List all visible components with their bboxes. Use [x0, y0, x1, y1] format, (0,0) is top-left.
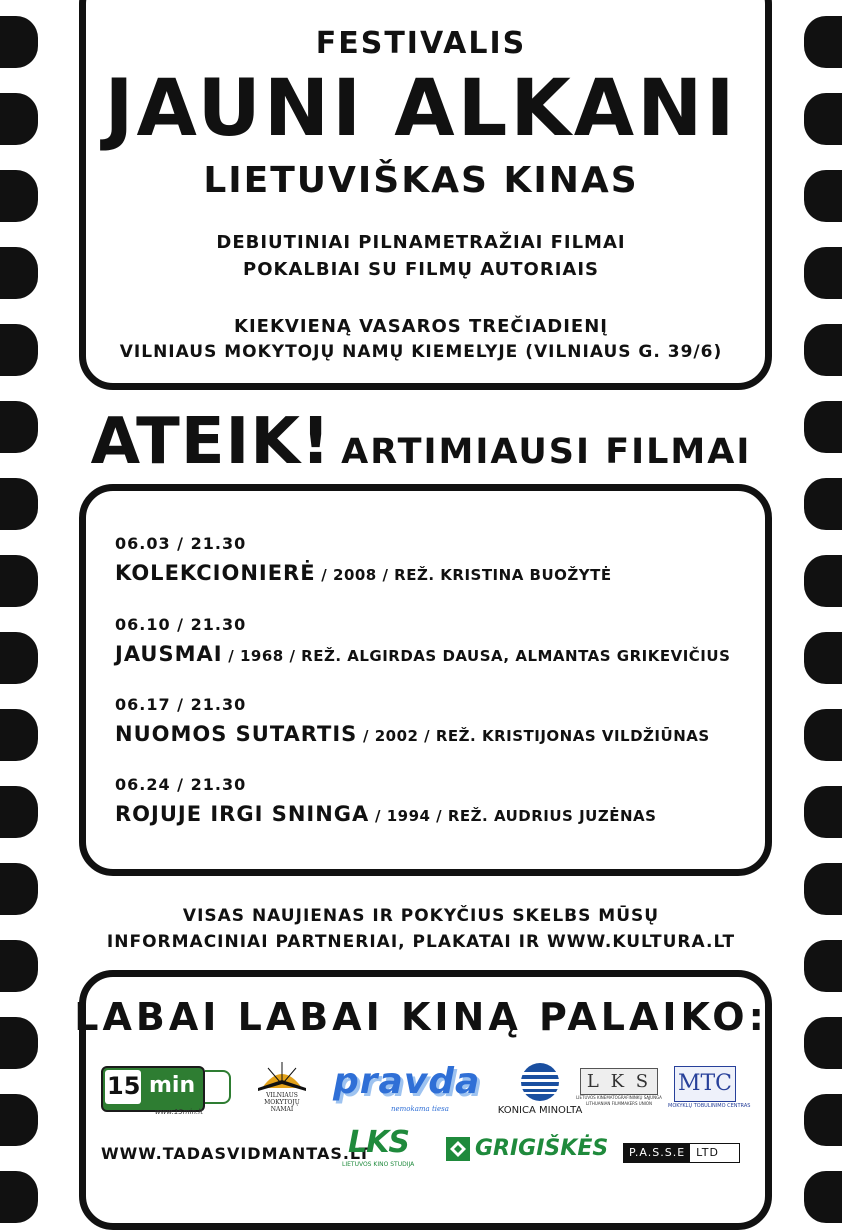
screening-datetime: 06.24 / 21.30 — [115, 775, 247, 794]
film-title: KOLEKCIONIERĖ — [115, 561, 316, 585]
film-title: ROJUJE IRGI SNINGA — [115, 802, 370, 826]
perforation-hole — [0, 709, 38, 761]
perforation-hole — [0, 478, 38, 530]
perforation-hole — [0, 786, 38, 838]
ateik-word: ATEIK! — [90, 405, 332, 479]
logo-pravda — [331, 1059, 481, 1119]
screening-datetime: 06.03 / 21.30 — [115, 534, 247, 553]
logo-lks-studija — [342, 1125, 432, 1170]
film-details: / 2008 / REŽ. KRISTINA BUOŽYTĖ — [315, 566, 612, 584]
screening-datetime: 06.10 / 21.30 — [115, 615, 247, 634]
min15-word: min — [149, 1073, 196, 1098]
konica-globe-icon — [520, 1062, 560, 1102]
pravda-name: pravda — [333, 1061, 481, 1102]
screening-item — [115, 695, 710, 746]
perforation-hole — [804, 478, 842, 530]
lks-union-mark: L K S — [580, 1068, 658, 1095]
partners-line-2: INFORMACINIAI PARTNERIAI, PLAKATAI IR WWW.KULTURA.LT — [106, 932, 736, 952]
perforation-hole — [804, 709, 842, 761]
website-tadasvidmantas: WWW.TADASVIDMANTAS.LT — [101, 1144, 371, 1163]
screening-item — [115, 615, 730, 666]
min15-number: 15 — [107, 1072, 141, 1100]
perforation-hole — [804, 555, 842, 607]
book-sun-icon — [252, 1058, 312, 1092]
info-line-talks: POKALBIAI SU FILMŲ AUTORIAIS — [243, 259, 599, 280]
mtc-mark: MTC — [674, 1066, 736, 1102]
sponsors-heading: LABAI LABAI KINĄ PALAIKO: — [74, 995, 768, 1039]
lks-union-line-1: LIETUVOS KINEMATOGRAFININKŲ SĄJUNGA — [576, 1095, 662, 1100]
festival-subtitle: LIETUVIŠKAS KINAS — [203, 160, 639, 201]
film-title: JAUSMAI — [115, 642, 223, 666]
logo-mtc — [668, 1066, 751, 1122]
namai-line-1: VILNIAUS — [266, 1092, 298, 1099]
pravda-tagline: nemokama tiesa — [391, 1105, 449, 1113]
festival-label: FESTIVALIS — [315, 26, 527, 61]
perforation-hole — [0, 1094, 38, 1146]
min15-url: www.15min.lt — [155, 1108, 203, 1116]
perforation-hole — [804, 1171, 842, 1223]
logo-mokytoju-namai — [249, 1058, 315, 1126]
film-details: / 1994 / REŽ. AUDRIUS JUZĖNAS — [369, 807, 657, 825]
screening-item — [115, 775, 656, 826]
konica-name: KONICA MINOLTA — [497, 1105, 583, 1116]
passe-left: P.A.S.S.E — [624, 1144, 690, 1162]
perforation-hole — [804, 786, 842, 838]
screening-datetime: 06.17 / 21.30 — [115, 695, 247, 714]
logo-passe-ltd — [623, 1143, 740, 1163]
namai-line-2: MOKYTOJŲ — [264, 1099, 300, 1106]
perforation-hole — [0, 632, 38, 684]
festival-title: JAUNI ALKANI — [104, 64, 738, 154]
logo-lks-union — [574, 1068, 664, 1118]
lks-studija-mark: LKS — [348, 1125, 409, 1160]
upcoming-films-label: ARTIMIAUSI FILMAI — [341, 432, 752, 472]
perforation-hole — [0, 555, 38, 607]
grigiskes-emblem-icon — [445, 1136, 471, 1162]
film-details: / 2002 / REŽ. KRISTIJONAS VILDŽIŪNAS — [357, 727, 710, 745]
lks-studija-line-1: LIETUVOS KINO STUDIJA — [342, 1161, 415, 1168]
film-title: NUOMOS SUTARTIS — [115, 722, 358, 746]
ateik-heading — [0, 405, 842, 479]
logo-15min — [101, 1064, 234, 1118]
film-details: / 1968 / REŽ. ALGIRDAS DAUSA, ALMANTAS GRIKEVIČIUS — [222, 647, 731, 665]
grigiskes-name: GRIGIŠKĖS — [475, 1136, 609, 1161]
info-line-when: KIEKVIENĄ VASAROS TREČIADIENĮ — [234, 316, 608, 337]
screening-item — [115, 534, 612, 585]
mtc-line-1: MOKYKLŲ TOBULINIMO CENTRAS — [668, 1103, 751, 1109]
partners-line-1: VISAS NAUJIENAS IR POKYČIUS SKELBS MŪSŲ — [182, 906, 660, 926]
info-line-where: VILNIAUS MOKYTOJŲ NAMŲ KIEMELYJE (VILNIAUS G. 39/6) — [119, 342, 723, 362]
lks-union-line-2: LITHUANIAN FILMMAKERS UNION — [585, 1101, 653, 1106]
perforation-hole — [804, 1094, 842, 1146]
perforation-hole — [804, 632, 842, 684]
namai-line-3: NAMAI — [270, 1106, 294, 1113]
logo-grigiskes — [445, 1134, 609, 1166]
info-line-debut-films: DEBIUTINIAI PILNAMETRAŽIAI FILMAI — [216, 232, 626, 253]
passe-right: LTD — [690, 1144, 725, 1162]
perforation-hole — [0, 1171, 38, 1223]
